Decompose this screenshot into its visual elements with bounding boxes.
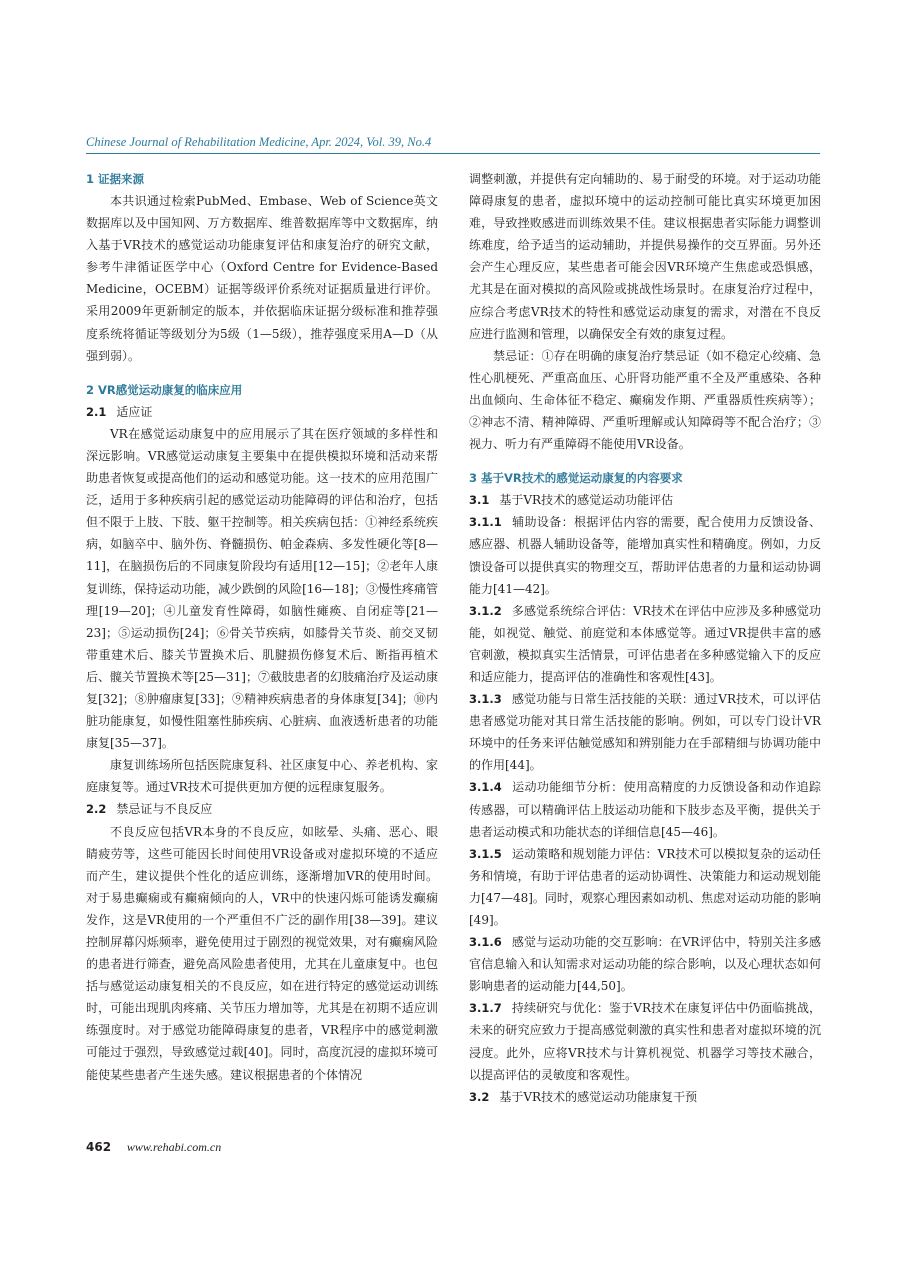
paragraph-number: 3.1.5 xyxy=(469,846,502,861)
subsection-title: 禁忌证与不良反应 xyxy=(116,802,213,817)
paragraph-text: 运动功能细节分析：使用高精度的力反馈设备和动作追踪传感器，可以精确评估上肢运动功能和下肢步态及平衡，提供关于患者运动模式和功能状态的详细信息[45—46]。 xyxy=(469,780,821,839)
paragraph-number: 3.1.7 xyxy=(469,1001,502,1016)
subsection-title: 基于VR技术的感觉运动功能评估 xyxy=(499,493,674,508)
paragraph-number: 3.1.4 xyxy=(469,780,502,795)
paragraph-text: 感觉功能与日常生活技能的关联：通过VR技术，可以评估患者感觉功能对其日常生活技能的影响。例如，可以专门设计VR环境中的任务来评估触觉感知和辨别能力在手部精细与协调功能中的作用[44]。 xyxy=(469,692,821,773)
running-header: Chinese Journal of Rehabilitation Medicine, Apr. 2024, Vol. 39, No.4 xyxy=(86,135,432,149)
numbered-paragraph xyxy=(469,600,821,688)
numbered-paragraph xyxy=(469,997,821,1085)
body-paragraph: 本共识通过检索PubMed、Embase、Web of Science英文数据库以及中国知网、万方数据库、维普数据库等中文数据库，纳入基于VR技术的感觉运动功能康复评估和康复治疗的研究文献，参考牛津循证医学中心（Oxford Centre for Evidence-Based Medicine，OCEBM）证据等级评价系统对证据质量进行评价。采用2009年更新制定的版本，并依据临床证据分级标准和推荐强度系统将循证等级划分为5级（1—5级），推荐强度采用A—D（从强到弱）。 xyxy=(86,194,438,363)
page-number: 462 xyxy=(86,1140,112,1154)
paragraph-number: 3.1.6 xyxy=(469,935,502,950)
left-column xyxy=(86,168,438,1086)
section-heading: 2 VR感觉运动康复的临床应用 xyxy=(86,382,243,397)
body-paragraph: VR在感觉运动康复中的应用展示了其在医疗领域的多样性和深远影响。VR感觉运动康复主要集中在提供模拟环境和活动来帮助患者恢复或提高他们的运动和感觉功能。这一技术的应用范围广泛，适用于多种疾病引起的感觉运动功能障碍的评估和治疗，包括但不限于上肢、下肢、躯干控制等。相关疾病包括：①神经系统疾病，如脑卒中、脑外伤、脊髓损伤、帕金森病、多发性硬化等[8—11]，在脑损伤后的不同康复阶段均有适用[12—15]；②老年人康复训练，保持运动功能，减少跌倒的风险[16—18]；③慢性疼痛管理[19—20]；④儿童发育性障碍，如脑性瘫痪、自闭症等[21—23]；⑤运动损伤[24]；⑥骨关节疾病，如膝骨关节炎、前交叉韧带重建术后、膝关节置换术后、肌腱损伤修复术后、断指再植术后、髋关节置换术等[25—31]；⑦截肢患者的幻肢痛治疗及运动康复[32]；⑧肿瘤康复[33]；⑨精神疾病患者的身体康复[34]；⑩内脏功能康复，如慢性阻塞性肺疾病、心脏病、血液透析患者的功能康复[35—37]。 xyxy=(86,426,438,751)
subsection-heading xyxy=(86,401,438,423)
subsection-number: 3.1 xyxy=(469,493,490,508)
paragraph-text: 辅助设备：根据评估内容的需要，配合使用力反馈设备、感应器、机器人辅助设备等，能增加真实性和精确度。例如，力反馈设备可以提供真实的物理交互，帮助评估患者的力量和运动协调能力[41—42]。 xyxy=(469,515,821,596)
right-column xyxy=(469,168,821,1108)
subsection-number: 3.2 xyxy=(469,1089,490,1104)
footer-url: www.rehabi.com.cn xyxy=(126,1140,222,1154)
body-paragraph: 康复训练场所包括医院康复科、社区康复中心、养老机构、家庭康复等。通过VR技术可提供更加方便的远程康复服务。 xyxy=(86,758,438,795)
numbered-paragraph xyxy=(469,688,821,776)
body-paragraph: 调整刺激，并提供有定向辅助的、易于耐受的环境。对于运动功能障碍康复的患者，虚拟环境中的运动控制可能比真实环境更加困难，导致挫败感进而训练效果不佳。建议根据患者实际能力调整训练难度，给予适当的运动辅助，并提供易操作的交互界面。另外还会产生心理反应，某些患者可能会因VR环境产生焦虑或恐惧感，尤其是在面对模拟的高风险或挑战性场景时。在康复治疗过程中，应综合考虑VR技术的特性和感觉运动康复的需求，对潜在不良反应进行监测和管理，以确保安全有效的康复过程。 xyxy=(469,172,821,341)
page-footer xyxy=(86,1140,221,1155)
subsection-number: 2.2 xyxy=(86,802,107,817)
section-heading: 1 证据来源 xyxy=(86,172,145,186)
paragraph-text: 持续研究与优化：鉴于VR技术在康复评估中仍面临挑战，未来的研究应致力于提高感觉刺激的真实性和患者对虚拟环境的沉浸度。此外，应将VR技术与计算机视觉、机器学习等技术融合，以提高评估的灵敏度和客观性。 xyxy=(469,1001,821,1082)
header-rule xyxy=(86,153,820,154)
paragraph-number: 3.1.2 xyxy=(469,603,502,618)
section-heading: 3 基于VR技术的感觉运动康复的内容要求 xyxy=(469,471,683,486)
body-paragraph: 不良反应包括VR本身的不良反应，如眩晕、头痛、恶心、眼睛疲劳等，这些可能因长时间使用VR设备或对虚拟环境的不适应而产生，建议提供个性化的适应训练，逐渐增加VR的使用时间。对于易患癫痫或有癫痫倾向的人，VR中的快速闪烁可能诱发癫痫发作，这是VR使用的一个严重但不广泛的副作用[38—39]。建议控制屏幕闪烁频率，避免使用过于剧烈的视觉效果，对有癫痫风险的患者进行筛查，避免高风险患者使用，尤其在儿童康复中。也包括与感觉运动康复相关的不良反应，如在进行特定的感觉运动训练时，可能出现肌肉疼痛、关节压力增加等，尤其是在初期不适应训练强度时。对于感觉功能障碍康复的患者，VR程序中的感觉刺激可能过于强烈，导致感觉过载[40]。同时，高度沉浸的虚拟环境可能使某些患者产生迷失感。建议根据患者的个体情况 xyxy=(86,824,438,1082)
numbered-paragraph xyxy=(469,511,821,599)
paragraph-number: 3.1.1 xyxy=(469,515,502,530)
subsection-heading xyxy=(86,798,438,820)
body-paragraph: 禁忌证：①存在明确的康复治疗禁忌证（如不稳定心绞痛、急性心肌梗死、严重高血压、心肝肾功能严重不全及严重感染、各种出血倾向、生命体征不稳定、癫痫发作期、严重器质性疾病等）；②神志不清、精神障碍、严重听理解或认知障碍等不配合治疗；③视力、听力有严重障碍不能使用VR设备。 xyxy=(469,348,821,452)
paragraph-text: 运动策略和规划能力评估：VR技术可以模拟复杂的运动任务和情境，有助于评估患者的运动协调性、决策能力和运动规划能力[47—48]。同时，观察心理因素如动机、焦虑对运动功能的影响[49]。 xyxy=(469,846,821,927)
paragraph-text: 多感觉系统综合评估：VR技术在评估中应涉及多种感觉功能，如视觉、触觉、前庭觉和本体感觉等。通过VR提供丰富的感官刺激，模拟真实生活情景，可评估患者在多种感觉输入下的反应和适应能力，提高评估的准确性和客观性[43]。 xyxy=(469,603,821,684)
numbered-paragraph xyxy=(469,931,821,997)
subsection-number: 2.1 xyxy=(86,404,107,419)
subsection-heading xyxy=(469,489,821,511)
numbered-paragraph xyxy=(469,843,821,931)
paragraph-text: 感觉与运动功能的交互影响：在VR评估中，特别关注多感官信息输入和认知需求对运动功能的综合影响，以及心理状态如何影响患者的运动能力[44,50]。 xyxy=(469,935,821,994)
paragraph-number: 3.1.3 xyxy=(469,692,502,707)
numbered-paragraph xyxy=(469,776,821,842)
subsection-heading xyxy=(469,1086,821,1108)
subsection-title: 基于VR技术的感觉运动功能康复干预 xyxy=(499,1089,698,1104)
subsection-title: 适应证 xyxy=(116,404,153,419)
